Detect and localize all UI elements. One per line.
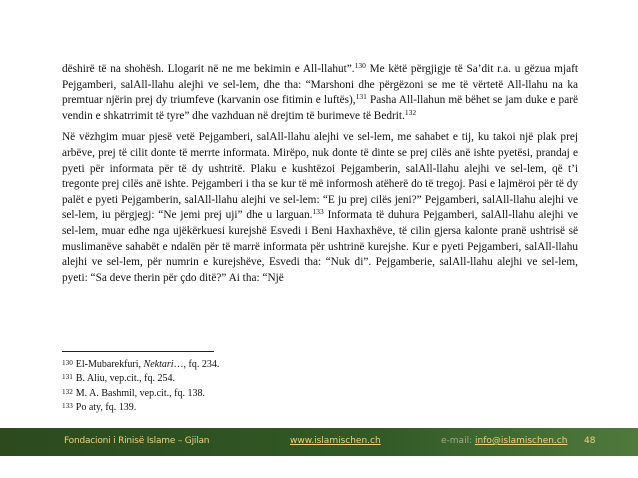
text-run: Pasha All-llahun më bëhet se jam duke e parë vendin e shkatrrimit të tyre” dhe vazhduan në drejtim të burimeve të Bedrit. — [62, 94, 578, 122]
footnote-ref-133[interactable]: 133 — [312, 207, 324, 217]
footer-email-label: e-mail: — [441, 436, 473, 446]
footnote-number: 132 — [62, 387, 73, 396]
footnote-ref-132[interactable]: 132 — [404, 107, 417, 117]
footnote-number: 133 — [62, 402, 73, 411]
paragraph-1 — [62, 62, 578, 124]
page-number: 48 — [584, 436, 596, 446]
footnote-133 — [62, 400, 578, 414]
footer-email-link[interactable]: info@islamischen.ch — [475, 436, 568, 446]
footnote-text: …, fq. 234. — [173, 359, 220, 370]
text-run: Informata të duhura Pejgamberi, salAll-llahu alejhi ve sel-lem, muar edhe nga ujëkërkuesi kurejshë Esvedi i Beni Haxhaxhëve, të cilin gjersa kalonte pranë ushtrisë së muslimanëve sahabët e ndalën për të marrë informata për ushtrinë kurejshe. Kur e pyeti Pejgamberi, salAll-llahu alejhi ve sel-lem, për numrin e kurejshëve, Esvedi tha: “Nuk di”. Pejgamberie, salAll-llahu alejhi ve sel-lem, pyeti: “Sa deve therin për çdo ditë?” Ai tha: “Një — [62, 209, 578, 284]
page-footer — [0, 428, 638, 456]
footnote-132 — [62, 386, 578, 400]
footnote-title: Nektari — [143, 359, 174, 370]
footnote-131 — [62, 371, 578, 385]
paragraph-2 — [62, 130, 578, 286]
text-run: Në vëzhgim muar pjesë vetë Pejgamberi, salAll-llahu alejhi ve sel-lem, me sahabet e tij, ku takoi një plak prej arbëve, prej të cilit donte të merrte informata. Mirëpo, nuk donte të dinte se prej cilës anë ishte pyetësi, prandaj e pyeti për informata për të dy ushtritë. Plaku e kushtëzoi Pejgamberin, salAll-llahu alejhi ve sel-lem, që t’i tregonte prej cilës anë ishte. Pejgamberi i tha se kur të më informosh atëherë do të tregoj. Pasi e lajmëroi për të dy palët e pyeti Pejgamberin, salAll-llahu alejhi ve sel-lem: “E ju prej cilës jeni?” Pejgamberi, salAll-llahu alejhi ve sel-lem, iu përgjegj: “Ne jemi prej uji” dhe u larguan. — [62, 131, 578, 222]
footnote-text: M. A. Bashmil, vep.cit., fq. 138. — [75, 387, 205, 399]
footnotes — [62, 357, 578, 415]
footer-website-link[interactable]: www.islamischen.ch — [290, 436, 381, 446]
footnote-text: El-Mubarekfuri, — [75, 359, 144, 370]
footnote-ref-130[interactable]: 130 — [354, 61, 366, 70]
footnote-number: 131 — [62, 373, 73, 382]
footnote-number: 130 — [62, 359, 73, 367]
body-text — [62, 62, 578, 292]
footer-organization: Fondacioni i Rinisë Islame – Gjilan — [64, 436, 210, 446]
footnote-text: Po aty, fq. 139. — [75, 402, 137, 414]
footnote-ref-131[interactable]: 131 — [355, 92, 367, 102]
footnote-text: B. Aliu, vep.cit., fq. 254. — [75, 373, 175, 385]
text-run: dëshirë të na shohësh. Llogarit në ne me bekimin e All-llahut”. — [62, 63, 355, 75]
footnote-divider — [62, 351, 214, 352]
text-run: Me këtë përgjigje të Sa’dit r.a. u gëzua mjaft Pejgamberi, salAll-llahu alejhi ve sel-lem, dhe tha: “Marshoni dhe përgëzoni se me të vërtetë All-llahu na ka premtuar njërin prej dy triumfeve (karvanin ose fitimin e luftës), — [62, 63, 578, 107]
footnote-130 — [62, 357, 578, 371]
